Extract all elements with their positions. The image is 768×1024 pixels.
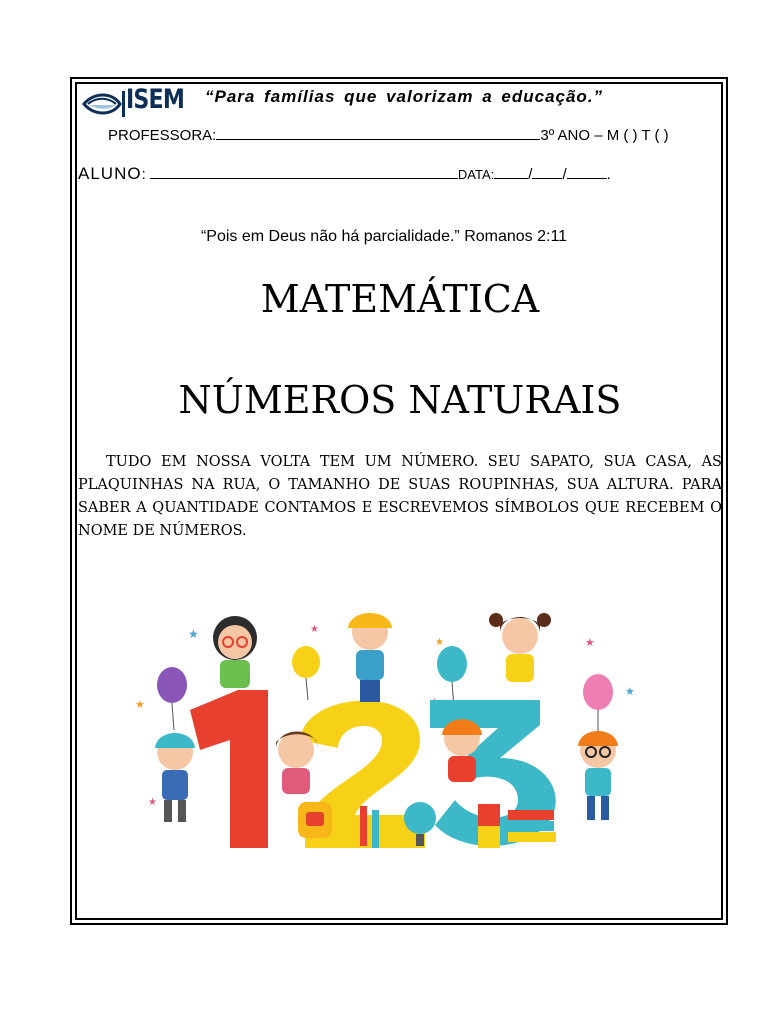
professora-field[interactable]: [216, 125, 540, 140]
date-period: .: [606, 166, 611, 183]
kid-girl-pigtails: [489, 613, 551, 682]
subject-title: MATEMÁTICA: [260, 277, 540, 321]
date-slash: /: [562, 166, 567, 183]
ano-turno-label: 3º ANO – M ( ) T ( ): [540, 127, 669, 144]
aluno-label: ALUNO: [78, 164, 142, 183]
professora-label: PROFESSORA:: [108, 127, 217, 144]
svg-text:★: ★: [148, 797, 157, 808]
bible-quote: “Pois em Deus não há parcialidade.” Romanos 2:11: [200, 228, 568, 245]
school-motto: “Para famílias que valorizam a educação.”: [205, 87, 604, 106]
svg-text:★: ★: [435, 637, 444, 648]
aluno-colon: :: [141, 166, 146, 183]
kids-numbers-illustration: [120, 590, 660, 860]
aluno-row: [78, 164, 611, 184]
svg-text:★: ★: [625, 686, 635, 698]
number-one: [190, 690, 268, 848]
svg-text:★: ★: [585, 637, 595, 649]
svg-text:★: ★: [135, 699, 145, 711]
data-label: DATA:: [457, 167, 495, 182]
kid-boy-cap-yellow: [348, 613, 392, 702]
date-slash: /: [528, 166, 533, 183]
intro-paragraph: TUDO EM NOSSA VOLTA TEM UM NÚMERO. SEU SAPATO, SUA CASA, AS PLAQUINHAS NA RUA, O TAMANHO DE SUAS ROUPINHAS, SUA ALTURA. PARA SABER A QUANTIDADE CONTAMOS E ESCREVEMOS SÍMBOLOS QUE RECEBEM O NOME DE NÚMEROS.: [78, 454, 722, 539]
date-year-field[interactable]: [567, 164, 607, 179]
professora-row: [108, 125, 669, 144]
kid-boy-glasses-right: [578, 731, 618, 820]
date-day-field[interactable]: [494, 164, 528, 179]
logo-text: ISEM: [126, 84, 185, 115]
topic-title: NÚMEROS NATURAIS: [178, 378, 622, 422]
date-month-field[interactable]: [532, 164, 562, 179]
kid-girl-glasses: [213, 616, 257, 688]
aluno-name-field[interactable]: [150, 164, 458, 179]
kid-boy-blue-cap: [155, 733, 195, 822]
svg-text:★: ★: [188, 627, 199, 641]
svg-text:★: ★: [310, 624, 319, 635]
